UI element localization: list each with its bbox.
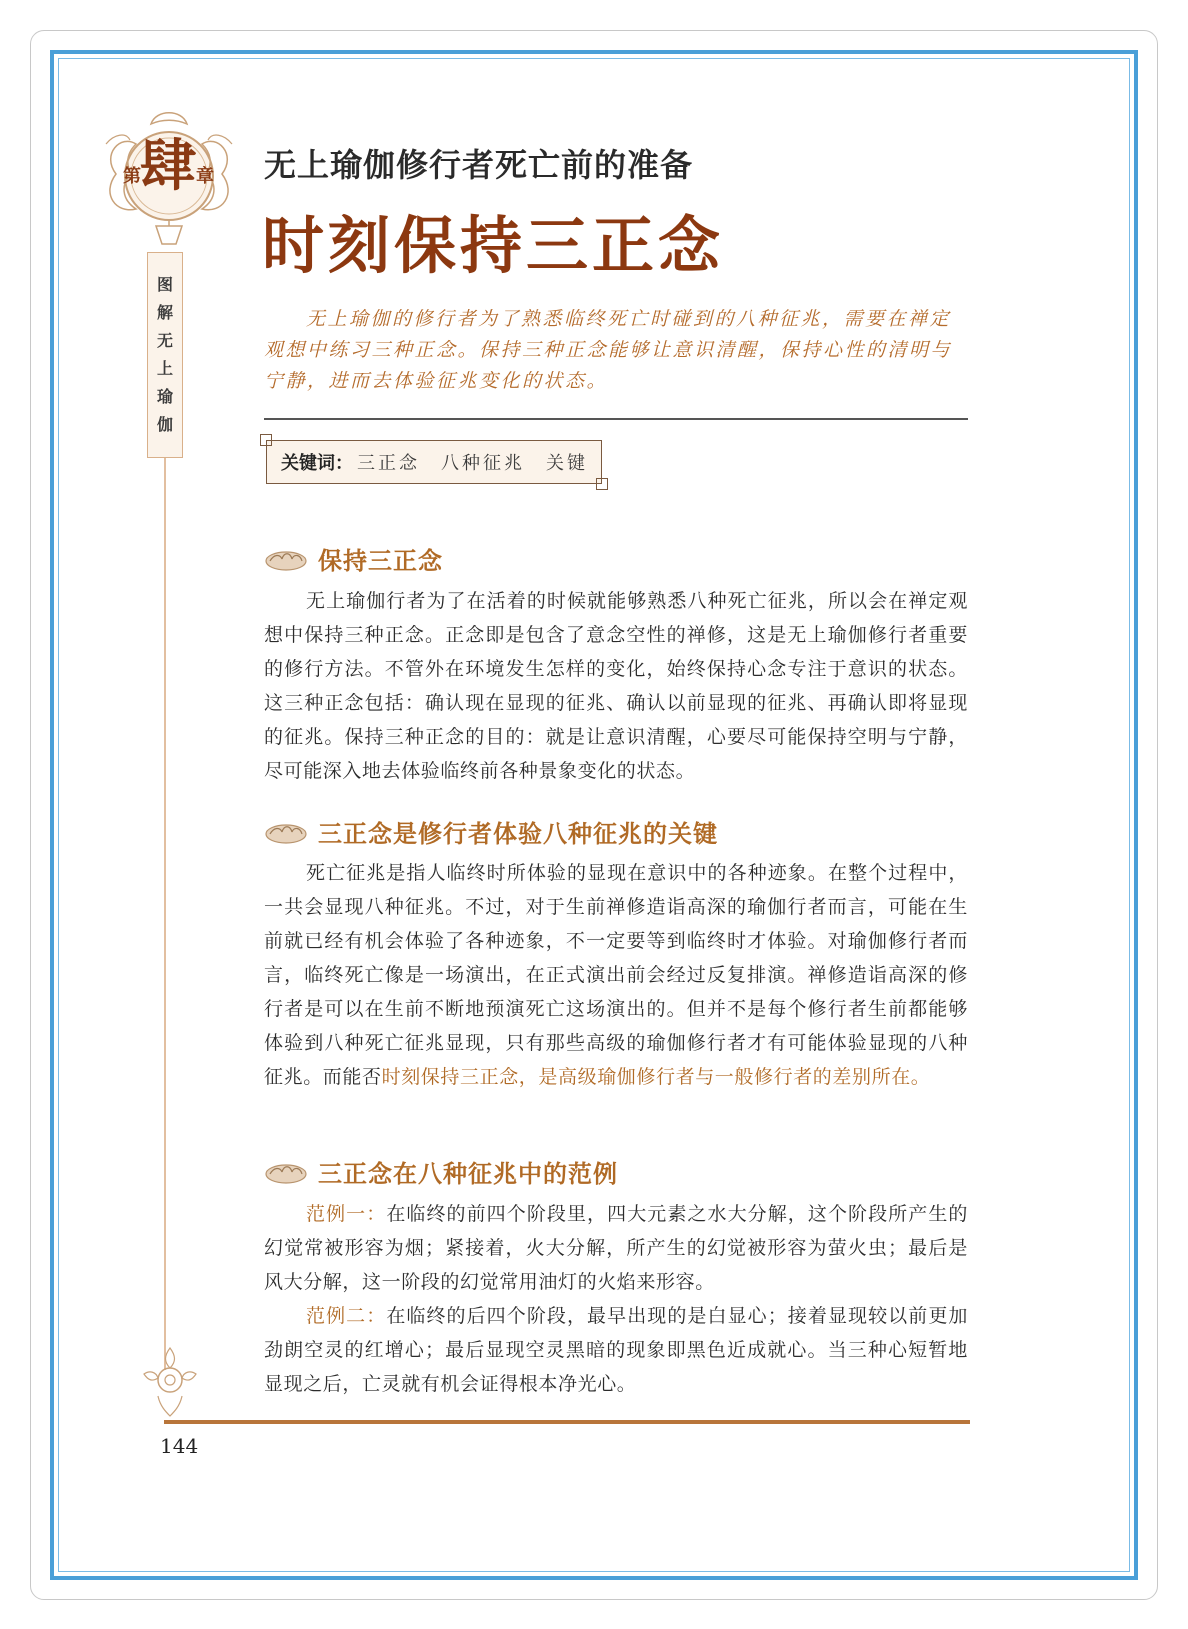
intro-paragraph: 无上瑜伽的修行者为了熟悉临终死亡时碰到的八种征兆，需要在禅定观想中练习三种正念。保持三种正念能够让意识清醒，保持心性的清明与宁静，进而去体验征兆变化的状态。 xyxy=(264,308,953,392)
chapter-prefix: 第 xyxy=(123,166,141,187)
section-1-body: 无上瑜伽行者为了在活着的时候就能够熟悉八种死亡征兆，所以会在禅定观想中保持三种正念。正念即是包含了意念空性的禅修，这是无上瑜伽修行者重要的修行方法。不管外在环境发生怎样的变化，始终保持心念专注于意识的状态。这三种正念包括：确认现在显现的征兆、确认以前显现的征兆、再确认即将显现的征兆。保持三种正念的目的：就是让意识清醒，心要尽可能保持空明与宁静，尽可能深入地去体验临终前各种景象变化的状态。 xyxy=(264,590,968,782)
cloud-ornament-icon xyxy=(264,1159,308,1185)
lotus-ornament-icon xyxy=(138,1344,202,1420)
book-title-char: 上 xyxy=(156,359,173,378)
section-2-highlight: 时刻保持三正念，是高级瑜伽修行者与一般修行者的差别所在。 xyxy=(381,1066,931,1088)
page-number: 144 xyxy=(160,1434,199,1458)
example-2-label: 范例二： xyxy=(306,1305,387,1327)
example-1-label: 范例一： xyxy=(306,1203,387,1225)
chapter-numeral: 肆 xyxy=(140,133,196,199)
divider xyxy=(264,418,968,420)
section-heading-1 xyxy=(264,541,443,576)
section-heading-text: 保持三正念 xyxy=(318,547,443,575)
example-2-text: 在临终的后四个阶段，最早出现的是白显心；接着显现较以前更加劲朗空灵的红增心；最后显现空灵黑暗的现象即黑色近成就心。当三种心短暂地显现之后，亡灵就有机会证得根本净光心。 xyxy=(264,1305,969,1395)
cloud-ornament-icon xyxy=(264,819,308,845)
chapter-emblem xyxy=(96,104,242,254)
book-title-char: 无 xyxy=(156,331,173,350)
cloud-ornament-icon xyxy=(264,546,308,572)
example-2 xyxy=(264,1299,968,1401)
section-heading-3 xyxy=(264,1154,618,1189)
book-title-char: 解 xyxy=(156,303,173,322)
book-title-char: 图 xyxy=(156,275,173,294)
section-2-text: 死亡征兆是指人临终时所体验的显现在意识中的各种迹象。在整个过程中，一共会显现八种征兆。不过，对于生前禅修造诣高深的瑜伽行者而言，可能在生前就已经有机会体验了各种迹象，不一定要等到临终时才体验。对瑜伽修行者而言，临终死亡像是一场演出，在正式演出前会经过反复排演。禅修造诣高深的修行者是可以在生前不断地预演死亡这场演出的。但并不是每个修行者生前都能够体验到八种死亡征兆显现，只有那些高级的瑜伽修行者才有可能体验显现的八种征兆。而能否 xyxy=(264,862,968,1088)
keywords-label: 关键词： xyxy=(281,453,353,474)
book-title-char: 伽 xyxy=(156,415,173,434)
section-heading-text: 三正念是修行者体验八种征兆的关键 xyxy=(318,820,718,848)
example-1-text: 在临终的前四个阶段里，四大元素之水大分解，这个阶段所产生的幻觉常被形容为烟；紧接着，火大分解，所产生的幻觉被形容为萤火虫；最后是风大分解，这一阶段的幻觉常用油灯的火焰来形容。 xyxy=(264,1203,969,1293)
keywords-list: 三正念 八种征兆 关键 xyxy=(357,453,588,474)
page-title: 时刻保持三正念 xyxy=(262,209,725,282)
keywords-box xyxy=(266,440,602,484)
book-title-char: 瑜 xyxy=(156,387,173,406)
margin-vertical-line xyxy=(164,458,166,1370)
footer-rule xyxy=(164,1420,970,1424)
example-1 xyxy=(264,1197,968,1299)
chapter-suffix: 章 xyxy=(196,166,214,187)
vertical-book-title xyxy=(147,252,183,458)
section-2-body xyxy=(264,856,968,1094)
section-heading-2 xyxy=(264,814,718,849)
section-heading-text: 三正念在八种征兆中的范例 xyxy=(318,1160,618,1188)
subtitle: 无上瑜伽修行者死亡前的准备 xyxy=(264,146,694,184)
